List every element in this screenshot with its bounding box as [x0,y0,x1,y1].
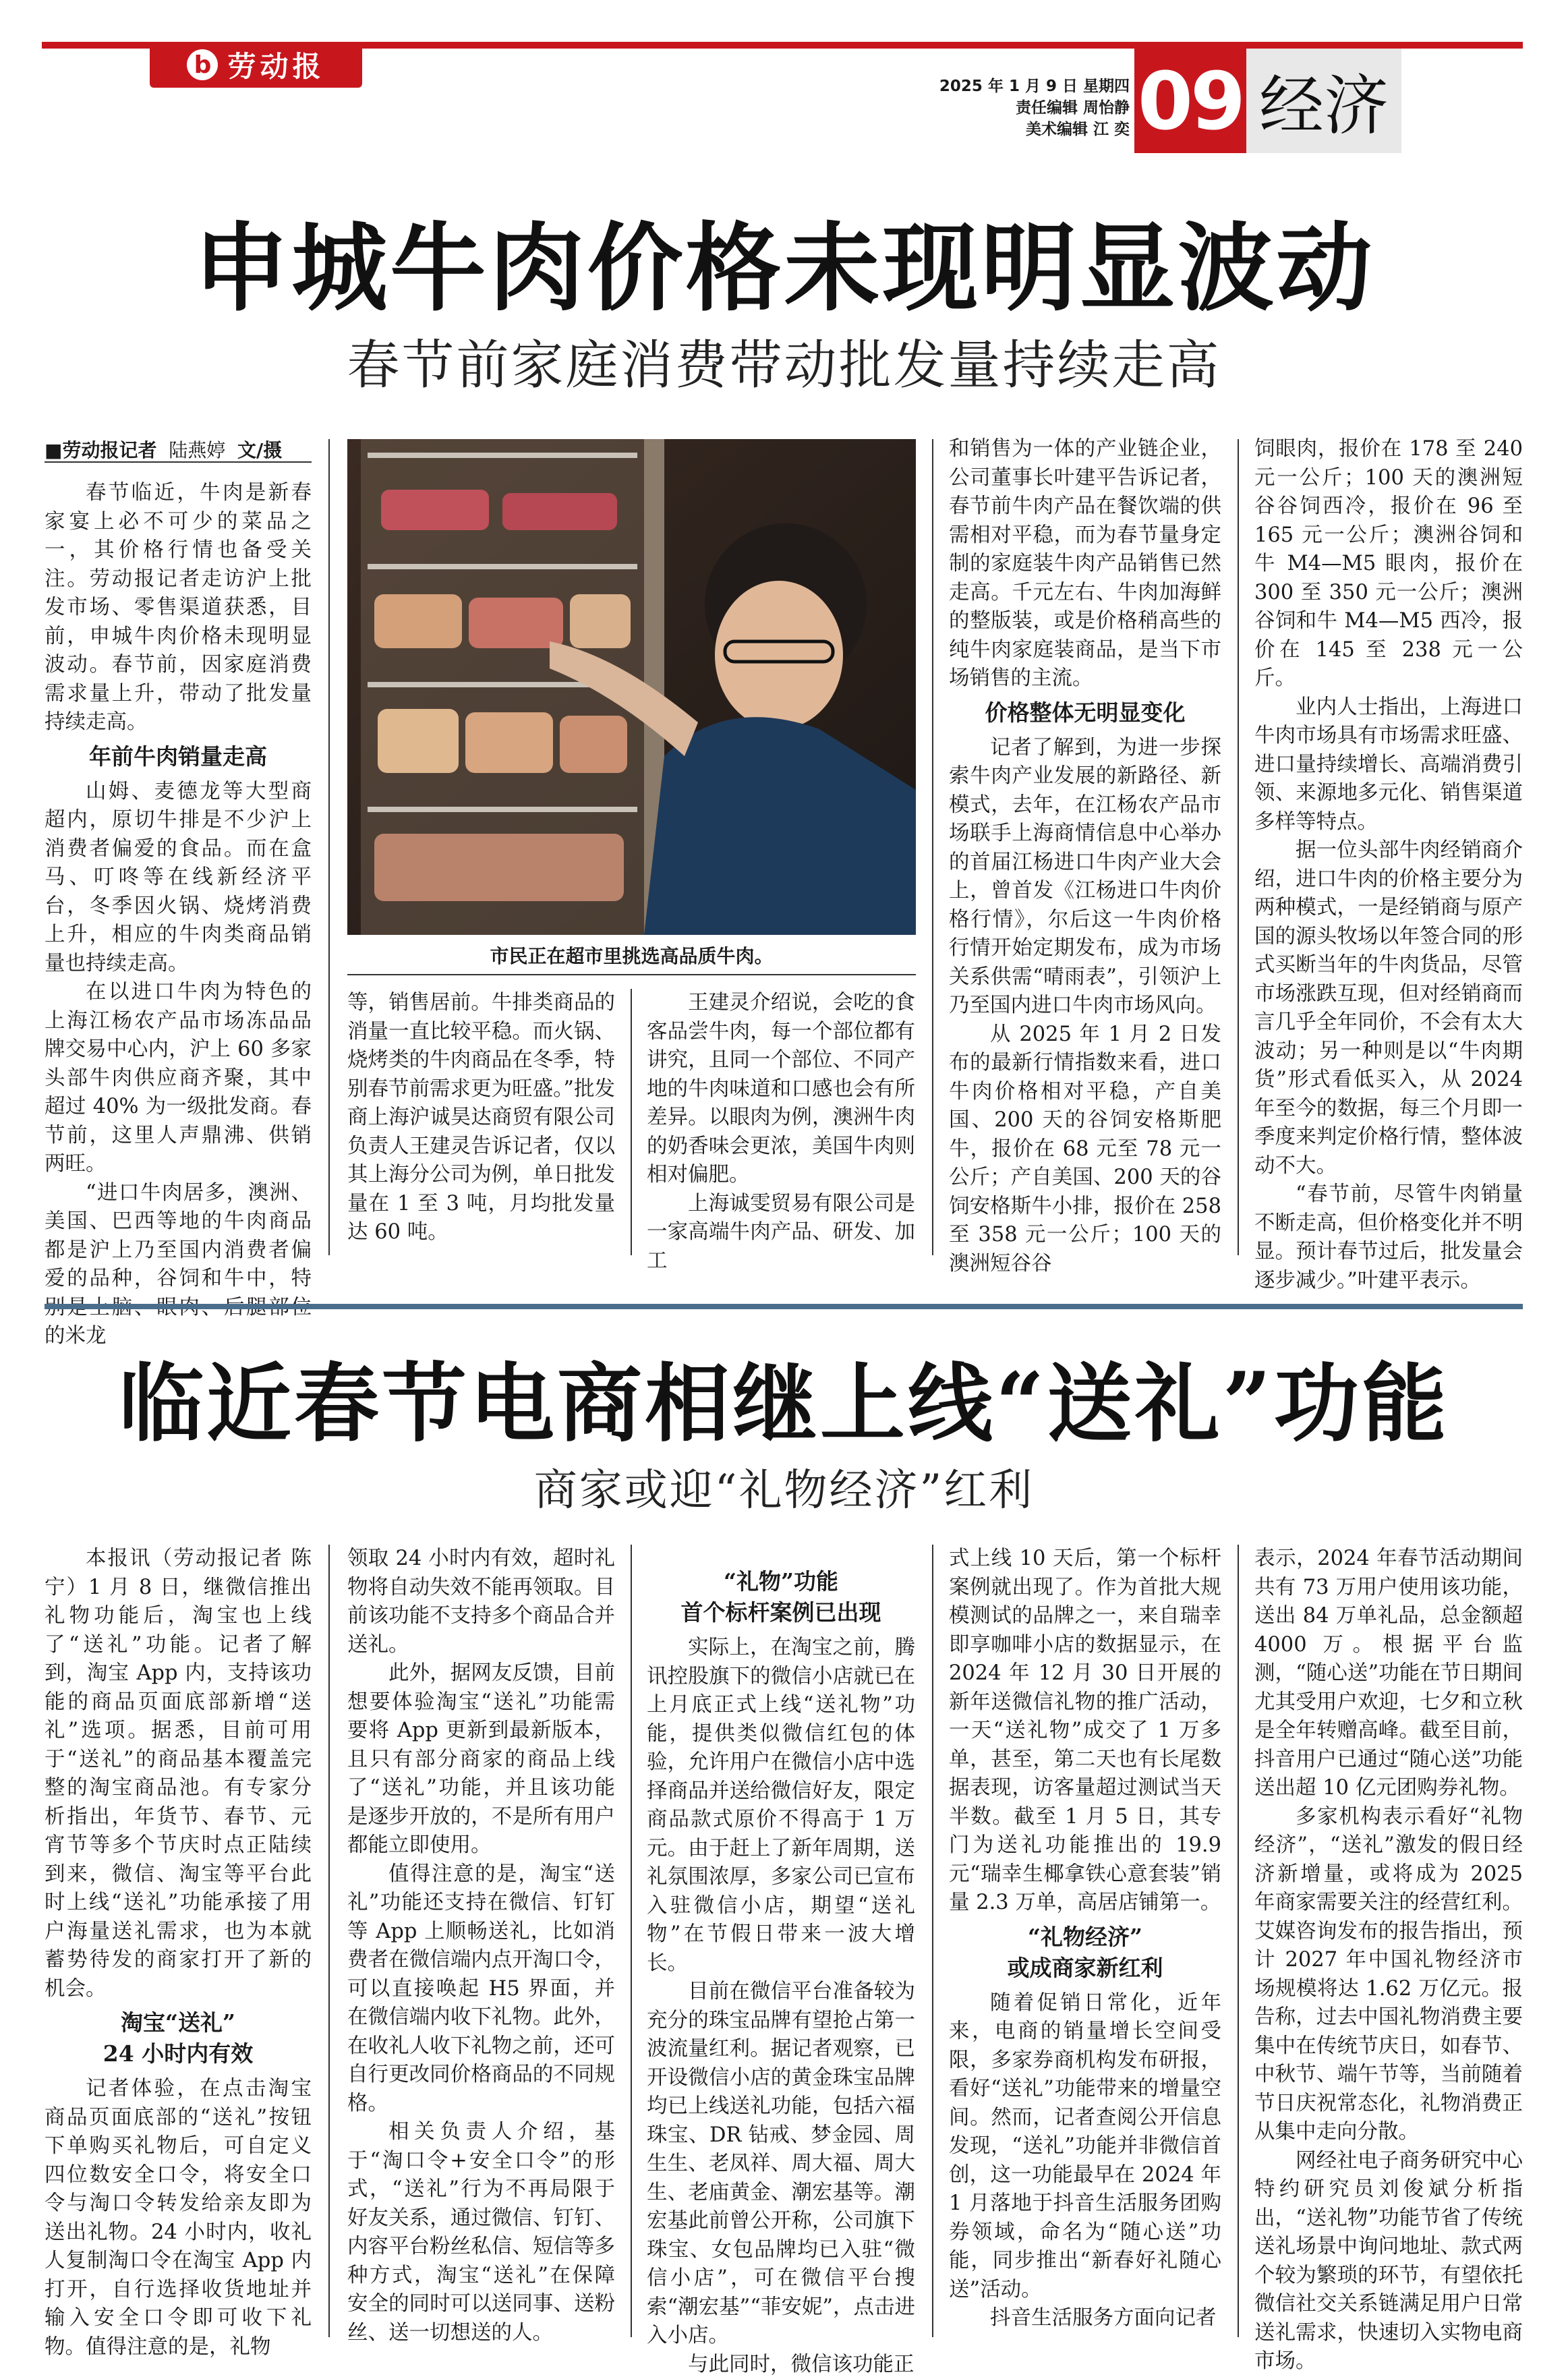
subhead-gift-economy: “礼物经济” [949,1922,1221,1953]
article1-col2 [347,989,615,1247]
column-rule [1238,439,1239,1255]
paragraph: 抖音生活服务方面向记者 [949,2304,1221,2333]
paragraph: 王建灵介绍说，会吃的食客品尝牛肉，每一个部位都有讲究，且同一个部位、不同产地的牛肉味道和口感也会有所差异。以眼肉为例，澳洲牛肉的奶香味会更浓，美国牛肉则相对偏肥。 [647,989,915,1190]
article1-headline: 申城牛肉价格未现明显波动 [0,214,1568,322]
page-number: 09 [1134,49,1246,153]
article1-subheadline: 春节前家庭消费带动批发量持续走高 [0,333,1568,398]
article2-col5 [1254,1545,1523,2376]
logo-text: 劳动报 [227,45,324,85]
article1-col1 [45,479,312,1351]
paragraph: 和销售为一体的产业链企业，公司董事长叶建平告诉记者，春节前牛肉产品在餐饮端的供需相对平稳，而为春节量身定制的家庭装牛肉产品销售已然走高。千元左右、牛肉加海鲜的整版装，或是价格稍高些的纯牛肉家庭装商品，是当下市场销售的主流。 [949,435,1221,693]
subhead-gift-economy-2: 或成商家新红利 [949,1953,1221,1984]
article1-col5 [1254,435,1523,1295]
byline-suffix: 文/摄 [237,439,282,461]
paragraph: 相关负责人介绍，基于“淘口令+安全口令”的形式，“送礼”行为不再局限于好友关系，通过微信、钉钉、内容平台粉丝私信、短信等多种方式，淘宝“送礼”在保障安全的同时可以送同事、送粉丝、送一切想送的人。 [347,2118,615,2347]
issue-date: 2025 年 1 月 9 日 星期四 [880,76,1130,97]
paragraph: 领取 24 小时内有效，超时礼物将自动失效不能再领取。目前该功能不支持多个商品合并送礼。 [347,1545,615,1659]
article2-col3 [647,1562,915,2379]
paragraph: 饲眼肉，报价在 178 至 240 元一公斤；100 天的澳洲短谷谷饲西冷，报价在 96 至 165 元一公斤；澳洲谷饲和牛 M4—M5 眼肉，报价在 300 至 350 元一公斤；澳洲谷饲和牛 M4—M5 西冷，报价在 145 至 238 元一公斤。 [1254,435,1523,693]
paragraph: 值得注意的是，淘宝“送礼”功能还支持在微信、钉钉等 App 上顺畅送礼，比如消费者在微信端内点开淘口令，可以直接唤起 H5 界面，并在微信端内收下礼物。此外，在收礼人收下礼物之前，还可自行更改同价格商品的不同规格。 [347,1860,615,2119]
paragraph: 随着促销日常化，近年来，电商的销量增长空间受限，多家券商机构发布研报，看好“送礼”功能带来的增量空间。然而，记者查阅公开信息发现，“送礼”功能并非微信首创，这一功能最早在 2024 年 1 月落地于抖音生活服务团购券领域，命名为“随心送”功能，同步推出“新春好礼随心送”活动。 [949,1989,1221,2305]
paragraph: 从 2025 年 1 月 2 日发布的最新行情指数来看，进口牛肉价格相对平稳，产自美国、200 天的谷饲安格斯肥牛，报价在 68 元至 78 元一公斤；产自美国、200 天的谷饲安格斯牛小排，报价在 258 至 358 元一公斤；100 天的澳洲短谷谷 [949,1021,1221,1279]
article1-col3 [647,989,915,1276]
article2-col2 [347,1545,615,2347]
article2-subheadline: 商家或迎“礼物经济”红利 [0,1462,1568,1519]
subhead-sales-up: 年前牛肉销量走高 [45,741,312,772]
paragraph: 记者体验，在点击淘宝商品页面底部的“送礼”按钮下单购买礼物后，可自定义四位数安全口令，将安全口令与淘口令转发给亲友即为送出礼物。24 小时内，收礼人复制淘口令在淘宝 App 内打开，自行选择收货地址并输入安全口令即可收下礼物。值得注意的是，礼物 [45,2075,312,2361]
paragraph: “春节前，尽管牛肉销量不断走高，但价格变化并不明显。预计春节过后，批发量会逐步减少。”叶建平表示。 [1254,1180,1523,1295]
column-rule [328,1545,330,2337]
paragraph: 在以进口牛肉为特色的上海江杨农产品市场冻品品牌交易中心内，沪上 60 多家头部牛肉供应商齐聚，其中超过 40% 为一级批发商。春节前，这里人声鼎沸、供销两旺。 [45,978,312,1179]
paragraph: 实际上，在淘宝之前，腾讯控股旗下的微信小店就已在上月底正式上线“送礼物”功能，提供类似微信红包的体验，允许用户在微信小店中选择商品并送给微信好友，限定商品款式原价不得高于 1 万元。由于赶上了新年周期，送礼氛围浓厚，多家公司已宣布入驻微信小店，期望“送礼物”在节假日带来一波大增长。 [647,1634,915,1978]
subhead-gift-2: 首个标杆案例已出现 [647,1597,915,1628]
article2-headline: 临近春节电商相继上线“送礼”功能 [0,1354,1568,1453]
paragraph: 式上线 10 天后，第一个标杆案例就出现了。作为首批大规模测试的品牌之一，来自瑞幸即享咖啡小店的数据显示，在 2024 年 12 月 30 日开展的新年送微信礼物的推广活动，一天“送礼物”成交了 1 万多单，甚至，第二天也有长尾数据表现，访客量超过测试当天半数。截至 1 月 5 日，其专门为送礼功能推出的 19.9 元“瑞幸生椰拿铁心意套装”销量 2.3 万单，高居店铺第一。 [949,1545,1221,1918]
paragraph: 春节临近，牛肉是新春家宴上必不可少的菜品之一，其价格行情也备受关注。劳动报记者走访沪上批发市场、零售渠道获悉，目前，申城牛肉价格未现明显波动。春节前，因家庭消费需求量上升，带动了批发量持续走高。 [45,479,312,737]
paragraph: 多家机构表示看好“礼物经济”，“送礼”激发的假日经济新增量，或将成为 2025 年商家需要关注的经营红利。艾媒咨询发布的报告指出，预计 2027 年中国礼物经济市场规模将达 1.62 万亿元。报告称，过去中国礼物消费主要集中在传统节庆日，如春节、中秋节、端午节等，当前随着节日庆祝常态化，礼物消费正从集中走向分散。 [1254,1803,1523,2147]
caption-rule [347,974,916,975]
byline-name: 陆燕婷 [169,439,225,461]
photo-caption: 市民正在超市里挑选高品质牛肉。 [347,942,916,969]
subhead-taobao-2: 24 小时内有效 [45,2038,312,2069]
column-rule [932,1545,933,2337]
article1-col4 [949,435,1221,1278]
paragraph: 业内人士指出，上海进口牛肉市场具有市场需求旺盛、进口量持续增长、高端消费引领、来源地多元化、销售渠道多样等特点。 [1254,693,1523,837]
beef-shopping-photo [347,439,916,935]
editor-credit: 责任编辑 周怡静 [880,97,1130,119]
paragraph: 上海诚雯贸易有限公司是一家高端牛肉产品、研发、加工 [647,1190,915,1276]
byline-prefix: ■劳动报记者 [45,439,156,461]
paragraph: 目前在微信平台准备较为充分的珠宝品牌有望抢占第一波流量红利。据记者观察，已开设微信小店的黄金珠宝品牌均已上线送礼功能，包括六福珠宝、DR 钻戒、梦金园、周生生、老凤祥、周大福、周大生、老庙黄金、潮宏基等。潮宏基此前曾公开称，公司旗下珠宝、女包品牌均已入驻“微信小店”，可在微信平台搜索“潮宏基”“菲安妮”，点击进入小店。 [647,1978,915,2351]
column-rule [631,989,632,1255]
photo-illustration [347,439,916,935]
paragraph: 与此同时，微信该功能正 [647,2351,915,2379]
article-divider [45,1304,1523,1309]
paragraph: 此外，据网友反馈，目前想要体验淘宝“送礼”功能需要将 App 更新到最新版本，且只有部分商家的商品上线了“送礼”功能，并且该功能是逐步开放的，不是所有用户都能立即使用。 [347,1659,615,1860]
column-rule [932,439,933,1255]
column-rule [1238,1545,1239,2337]
paragraph: 等，销售居前。牛排类商品的消量一直比较平稳。而火锅、烧烤类的牛肉商品在冬季，特别春节前需求更为旺盛。”批发商上海沪诚昊达商贸有限公司负责人王建灵告诉记者，仅以其上海分公司为例，单日批发量在 1 至 3 吨，月均批发量达 60 吨。 [347,989,615,1247]
paragraph: 表示，2024 年春节活动期间共有 73 万用户使用该功能，送出 84 万单礼品，总金额超 4000 万。根据平台监测，“随心送”功能在节日期间尤其受用户欢迎，七夕和立秋是全年转赠高峰。截至目前，抖音用户已通过“随心送”功能送出超 10 亿元团购券礼物。 [1254,1545,1523,1803]
paragraph: 山姆、麦德龙等大型商超内，原切牛排是不少沪上消费者偏爱的食品。而在盒马、叮咚等在线新经济平台，冬季因火锅、烧烤消费上升，相应的牛肉类商品销量也持续走高。 [45,778,312,979]
column-rule [328,439,330,1255]
paragraph: “进口牛肉居多，澳洲、美国、巴西等地的牛肉商品都是沪上乃至国内消费者偏爱的品种，谷饲和牛中，特 的米龙 [45,1179,312,1351]
article2-col4 [949,1545,1221,2333]
art-editor-credit: 美术编辑 江 奕 [880,119,1130,140]
subhead-taobao: 淘宝“送礼” [45,2007,312,2038]
subhead-price-stable: 价格整体无明显变化 [949,697,1221,728]
newspaper-logo [150,42,362,88]
paragraph: 据一位头部牛肉经销商介绍，进口牛肉的价格主要分为两种模式，一是经销商与原产国的源头牧场以年签合同的形式买断当年的牛肉货品，尽管市场涨跌互现，但对经销商而言几乎全年同价，不会有太大波动；另一种则是以“牛肉期货”形式看低买入，从 2024 年至今的数据，每三个月即一季度来判定价格行情，整体波动不大。 [1254,836,1523,1180]
column-rule [631,1545,632,2337]
issue-meta [880,76,1130,140]
article2-col1 [45,1545,312,2361]
paragraph: 本报讯（劳动报记者 陈宁）1 月 8 日，继微信推出礼物功能后，淘宝也上线了“送礼”功能。记者了解到，淘宝 App 内，支持该功能的商品页面底部新增“送礼”选项。据悉，目前可用于“送礼”的商品基本覆盖完整的淘宝商品池。有专家分析指出，年货节、春节、元宵节等多个节庆时点正陆续到来，微信、淘宝等平台此时上线“送礼”功能承接了用户海量送礼需求，也为本就蓄势待发的商家打开了新的机会。 [45,1545,312,2003]
section-title: 经济 [1246,49,1401,153]
subhead-gift: “礼物”功能 [647,1566,915,1597]
paragraph: 网经社电子商务研究中心特约研究员刘俊斌分析指出，“送礼物”功能节省了传统送礼场景中询问地址、款式两个较为繁琐的环节，有望依托微信社交关系链满足用户日常送礼需求，快速切入实物电商市场。 [1254,2147,1523,2376]
logo-b-icon: b [187,49,218,80]
paragraph: 记者了解到，为进一步探索牛肉产业发展的新路径、新模式，去年，在江杨农产品市场联手上海商情信息中心举办的首届江杨进口牛肉产业大会上，曾首发《江杨进口牛肉价格行情》，尔后这一牛肉价格行情开始定期发布，成为市场关系供需“晴雨表”，引领沪上乃至国内进口牛肉市场风向。 [949,734,1221,1021]
byline-underline [45,461,312,463]
article1-byline [45,436,314,463]
